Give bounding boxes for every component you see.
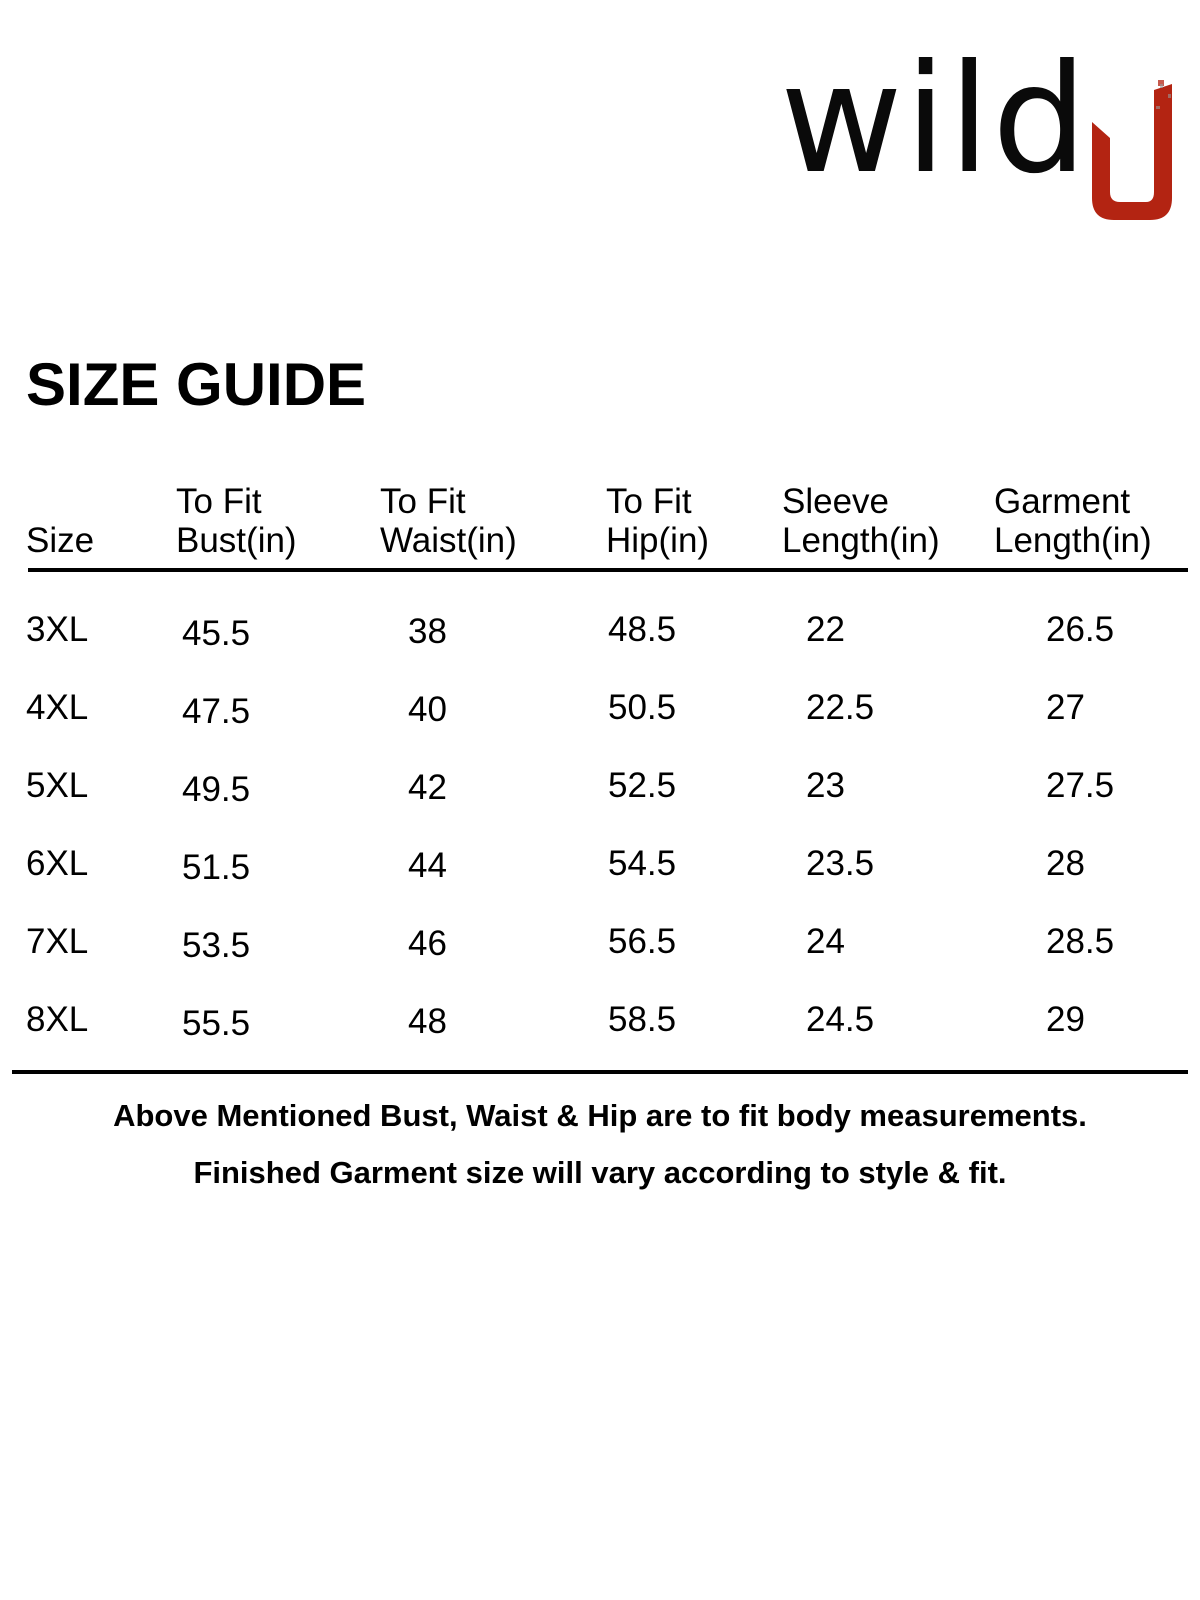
cell-hip: 50.5: [608, 688, 677, 727]
cell-bust: 51.5: [182, 848, 251, 887]
cell-size: 3XL: [26, 610, 89, 649]
cell-waist: 40: [408, 690, 447, 729]
column-header-sleeve: Sleeve Length(in): [782, 482, 940, 560]
cell-hip: 58.5: [608, 1000, 677, 1039]
cell-sleeve: 24: [806, 922, 845, 961]
cell-sleeve: 22.5: [806, 688, 875, 727]
cell-bust: 55.5: [182, 1004, 251, 1043]
cell-garment: 26.5: [1046, 610, 1115, 649]
header-divider: [28, 568, 1188, 572]
cell-size: 4XL: [26, 688, 89, 727]
cell-garment: 29: [1046, 1000, 1085, 1039]
cell-bust: 53.5: [182, 926, 251, 965]
cell-size: 8XL: [26, 1000, 89, 1039]
cell-hip: 56.5: [608, 922, 677, 961]
cell-garment: 28: [1046, 844, 1085, 883]
cell-garment: 28.5: [1046, 922, 1115, 961]
column-header-size: Size: [26, 521, 95, 560]
fit-note-2: Finished Garment size will vary according to style & fit.: [193, 1155, 1007, 1190]
cell-sleeve: 23.5: [806, 844, 875, 883]
page-title: SIZE GUIDE: [26, 351, 367, 418]
cell-bust: 49.5: [182, 770, 251, 809]
cell-sleeve: 23: [806, 766, 845, 805]
cell-hip: 54.5: [608, 844, 677, 883]
table-bottom-divider: [12, 1070, 1188, 1074]
cell-size: 6XL: [26, 844, 89, 883]
cell-waist: 38: [408, 612, 447, 651]
cell-waist: 44: [408, 846, 447, 885]
cell-hip: 52.5: [608, 766, 677, 805]
cell-waist: 46: [408, 924, 447, 963]
column-header-garment: Garment Length(in): [994, 482, 1152, 560]
fit-note-1: Above Mentioned Bust, Waist & Hip are to fit body measurements.: [113, 1098, 1087, 1133]
brand-logo: [780, 33, 1180, 207]
cell-sleeve: 22: [806, 610, 845, 649]
logo-u-icon: [1088, 80, 1174, 226]
cell-waist: 48: [408, 1002, 447, 1041]
column-header-waist: To Fit Waist(in): [380, 482, 517, 560]
cell-garment: 27: [1046, 688, 1085, 727]
cell-hip: 48.5: [608, 610, 677, 649]
column-header-bust: To Fit Bust(in): [176, 482, 297, 560]
logo-wordmark: wild: [780, 33, 1090, 207]
cell-size: 5XL: [26, 766, 89, 805]
cell-sleeve: 24.5: [806, 1000, 875, 1039]
cell-garment: 27.5: [1046, 766, 1115, 805]
cell-bust: 47.5: [182, 692, 251, 731]
cell-size: 7XL: [26, 922, 89, 961]
cell-bust: 45.5: [182, 614, 251, 653]
cell-waist: 42: [408, 768, 447, 807]
column-header-hip: To Fit Hip(in): [606, 482, 710, 560]
